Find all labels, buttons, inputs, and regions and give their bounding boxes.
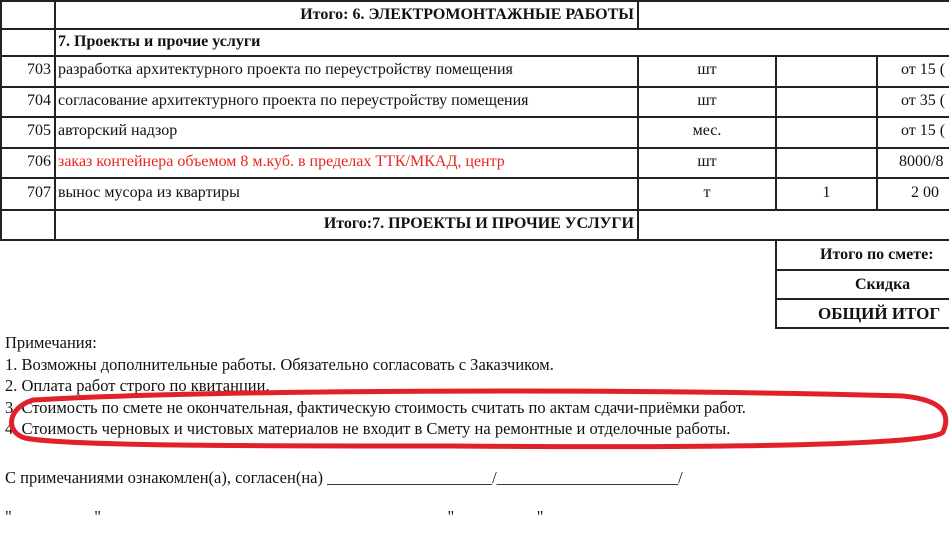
row-name: вынос мусора из квартиры [58,184,240,201]
summary-grand-total-label: ОБЩИЙ ИТОГ [818,304,941,323]
note-item-highlighted: 3. Стоимость по смете не окончательная, фактическую стоимость считать по актам сдачи-приёмки работ. [5,397,746,417]
summary-discount-label: Скидка [855,276,911,293]
row-unit: т [703,184,711,201]
section7-total: Итого:7. ПРОЕКТЫ И ПРОЧИЕ УСЛУГИ [323,215,634,232]
row-name-highlighted: заказ контейнера объемом 8 м.куб. в пределах ТТК/МКАД, центр [58,153,505,170]
row-num: 704 [27,92,51,109]
row-num: 706 [27,153,51,170]
summary-total-label: Итого по смете: [820,246,934,263]
row-num: 707 [27,184,51,201]
row-unit: шт [697,61,717,78]
note-item: 4. Стоимость черновых и чистовых материалов не входит в Смету на ремонтные и отделочные работы. [5,419,731,438]
row-name: авторский надзор [58,122,178,139]
estimate-table [0,0,949,241]
row-price: от 15 ( [901,122,946,139]
note-item: 2. Оплата работ строго по квитанции. [5,376,270,395]
row-unit: шт [697,92,717,109]
row-price: от 35 ( [901,92,946,109]
acknowledgement-line: С примечаниями ознакомлен(а), согласен(на) ____________________/______________________/ [5,467,683,487]
note-item: 1. Возможны дополнительные работы. Обязательно согласовать с Заказчиком. [5,354,554,374]
row-num: 703 [27,61,51,78]
section7-title: 7. Проекты и прочие услуги [58,33,261,50]
row-price: 8000/8 [899,153,944,170]
notes-heading: Примечания: [5,333,97,352]
section6-total: Итого: 6. ЭЛЕКТРОМОНТАЖНЫЕ РАБОТЫ [300,6,634,23]
row-name: согласование архитектурного проекта по переустройству помещения [58,92,529,109]
row-unit: шт [697,153,717,170]
row-num: 705 [27,122,51,139]
signature-footer: " " " " [5,507,544,526]
row-price: от 15 ( [901,61,946,78]
row-qty: 1 [822,184,831,201]
row-price: 2 00 [911,184,939,201]
row-name: разработка архитектурного проекта по переустройству помещения [58,61,513,78]
notes-section [5,332,746,528]
row-unit: мес. [692,122,722,139]
